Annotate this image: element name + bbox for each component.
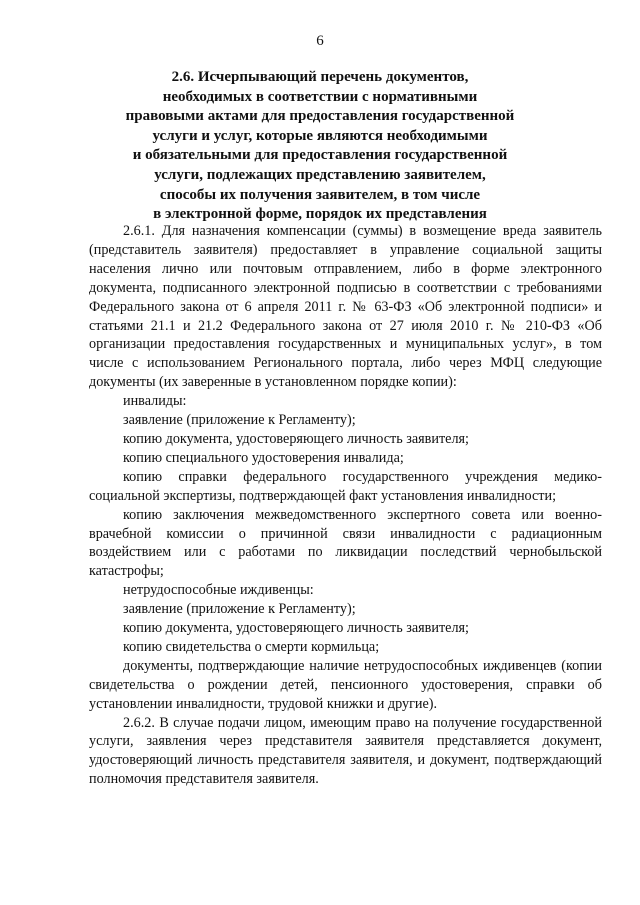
heading-line: и обязательными для предоставления государственной (132, 147, 508, 164)
list-item: копию свидетельства о смерти кормильца; (123, 638, 380, 655)
heading-line: 2.6. Исчерпывающий перечень документов, (171, 69, 469, 85)
section-heading (60, 68, 580, 225)
heading-line: в электронной форме, порядок их представления (153, 206, 487, 223)
list-item: копию справки федерального государственного учреждения медико-социальной экспертизы, подтверждающей факт установления инвалидности; (89, 468, 602, 504)
heading-line: услуги, подлежащих представлению заявителем, (154, 166, 486, 183)
group-title-dependents: нетрудоспособные иждивенцы: (123, 582, 314, 599)
list-item: заявление (приложение к Регламенту); (123, 601, 356, 618)
paragraph-2-6-2: 2.6.2. В случае подачи лицом, имеющим право на получение государственной услуги, заявления через представителя заявителя представляется документ, удостоверяющий личность представителя заявителя, и документ, подтверждающий полномочия представителя заявителя. (89, 714, 602, 788)
list-item: документы, подтверждающие наличие нетрудоспособных иждивенцев (копии свидетельства о рождении детей, пенсионного удостоверения, справки об установлении инвалидности, трудовой книжки и другие). (89, 657, 602, 712)
list-item: копию документа, удостоверяющего личность заявителя; (123, 620, 469, 637)
heading-line: правовыми актами для предоставления государственной (125, 108, 515, 125)
list-item: копию заключения межведомственного экспертного совета или военно-врачебной комиссии о причинной связи инвалидности с радиационным воздействием или с работами по ликвидации последствий чернобыльской катастрофы; (89, 506, 602, 580)
list-item: заявление (приложение к Регламенту); (123, 412, 356, 429)
group-title-disabled: инвалиды: (123, 393, 187, 410)
heading-line: необходимых в соответствии с нормативными (162, 88, 478, 105)
list-item: копию специального удостоверения инвалида; (123, 449, 404, 466)
document-body (89, 222, 602, 789)
heading-line: способы их получения заявителем, в том числе (159, 186, 481, 203)
page-number: 6 (316, 33, 324, 49)
heading-line: услуги и услуг, которые являются необходимыми (152, 127, 488, 144)
list-item: копию документа, удостоверяющего личность заявителя; (123, 430, 469, 447)
paragraph-2-6-1: 2.6.1. Для назначения компенсации (суммы) в возмещение вреда заявитель (представитель заявителя) предоставляет в управление социальной защиты населения лично или почтовым отправлением, либо в форме электронного документа, подписанного электронной подписью в соответствии с требованиями Федерального закона от 6 апреля 2011 г. № 63-ФЗ «Об электронной подписи» и статьями 21.1 и 21.2 Федерального закона от 27 июля 2010 г. № 210-ФЗ «Об организации предоставления государственных и муниципальных услуг», в том числе с использованием Регионального портала, либо через МФЦ следующие документы (их заверенные в установленном порядке копии): (89, 223, 602, 391)
